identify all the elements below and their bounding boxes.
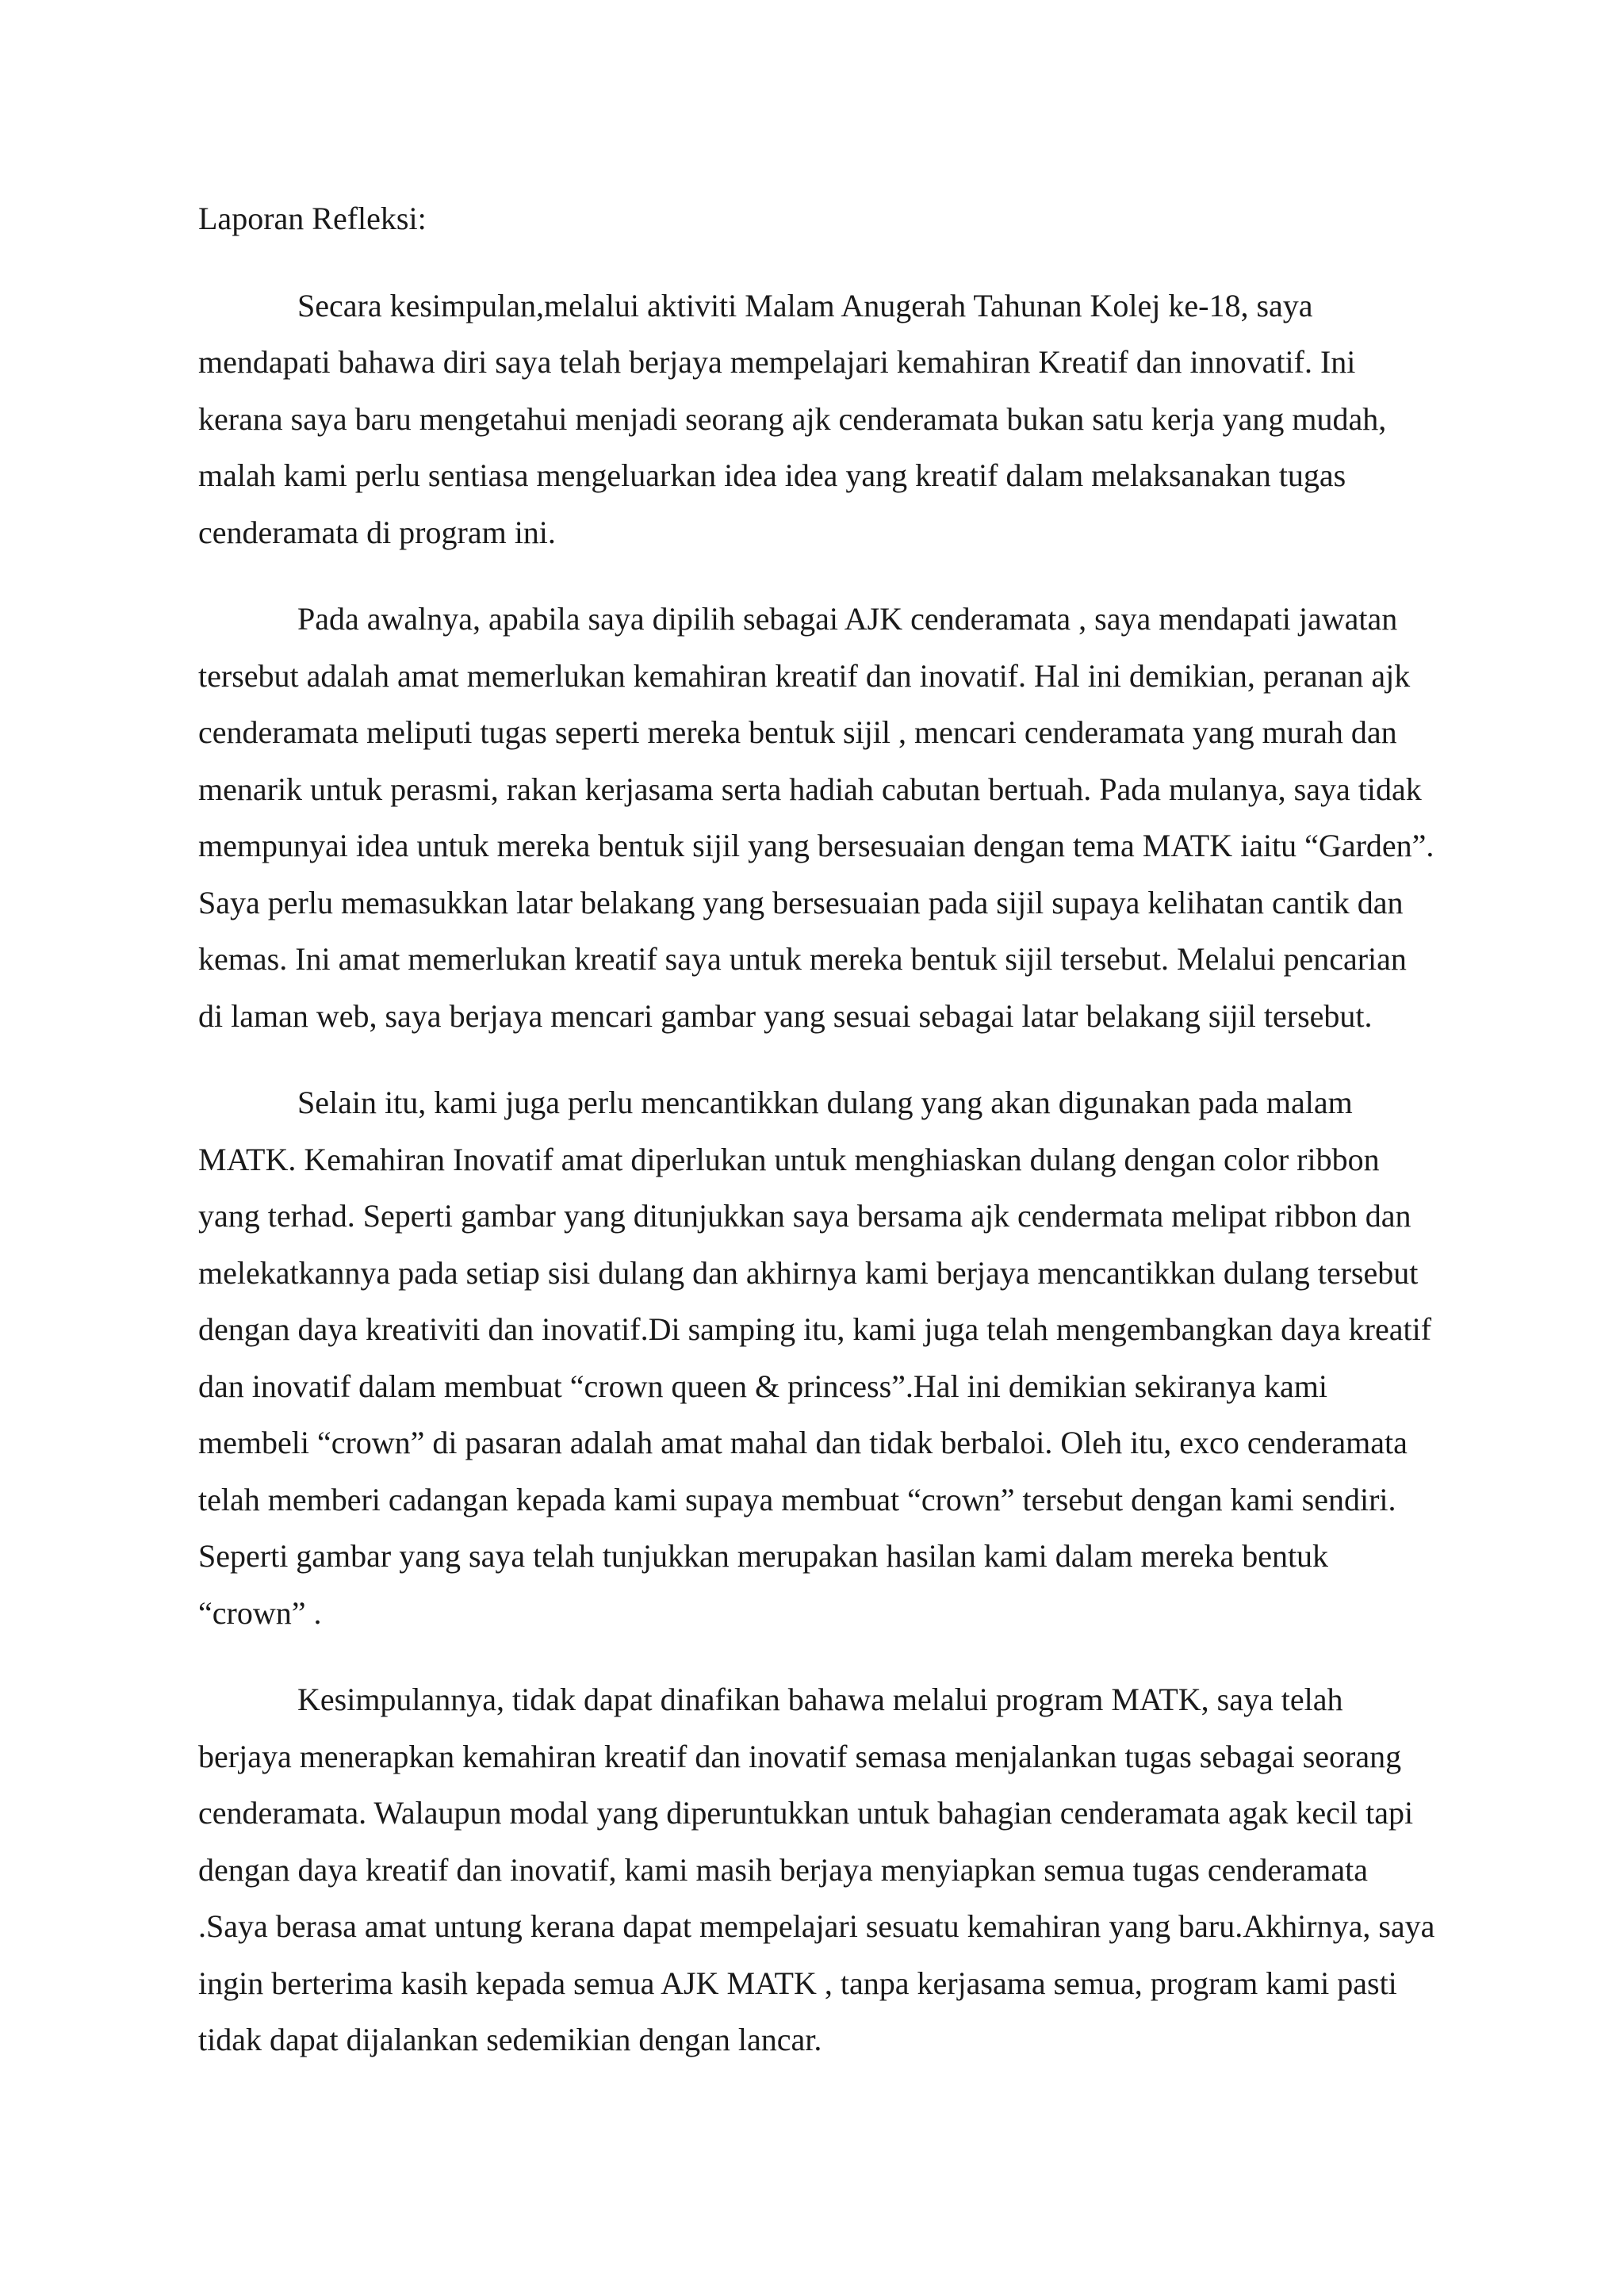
paragraph-4: Kesimpulannya, tidak dapat dinafikan bahawa melalui program MATK, saya telah berjaya menerapkan kemahiran kreatif dan inovatif semasa menjalankan tugas sebagai seorang cenderamata. Walaupun modal yang diperuntukkan untuk bahagian cenderamata agak kecil tapi dengan daya kreatif dan inovatif, kami masih berjaya menyiapkan semua tugas cenderamata .Saya berasa amat untung kerana dapat mempelajari sesuatu kemahiran yang baru.Akhirnya, saya ingin berterima kasih kepada semua AJK MATK , tanpa kerjasama semua, program kami pasti tidak dapat dijalankan sedemikian dengan lancar. bbox=[198, 1682, 1435, 2057]
document-body bbox=[198, 190, 1435, 2068]
paragraph-1: Secara kesimpulan,melalui aktiviti Malam Anugerah Tahunan Kolej ke-18, saya mendapati bahawa diri saya telah berjaya mempelajari kemahiran Kreatif dan innovatif. Ini kerana saya baru mengetahui menjadi seorang ajk cenderamata bukan satu kerja yang mudah, malah kami perlu sentiasa mengeluarkan idea idea yang kreatif dalam melaksanakan tugas cenderamata di program ini. bbox=[198, 287, 1387, 550]
document-title: Laporan Refleksi: bbox=[198, 201, 427, 236]
paragraph-2: Pada awalnya, apabila saya dipilih sebagai AJK cenderamata , saya mendapati jawatan tersebut adalah amat memerlukan kemahiran kreatif dan inovatif. Hal ini demikian, peranan ajk cenderamata meliputi tugas seperti mereka bentuk sijil , mencari cenderamata yang murah dan menarik untuk perasmi, rakan kerjasama serta hadiah cabutan bertuah. Pada mulanya, saya tidak mempunyai idea untuk mereka bentuk sijil yang bersesuaian dengan tema MATK iaitu “Garden”. Saya perlu memasukkan latar belakang yang bersesuaian pada sijil supaya kelihatan cantik dan kemas. Ini amat memerlukan kreatif saya untuk mereka bentuk sijil tersebut. Melalui pencarian di laman web, saya berjaya mencari gambar yang sesuai sebagai latar belakang sijil tersebut. bbox=[198, 601, 1434, 1034]
paragraph-3: Selain itu, kami juga perlu mencantikkan dulang yang akan digunakan pada malam MATK. Kemahiran Inovatif amat diperlukan untuk menghiaskan dulang dengan color ribbon yang terhad. Seperti gambar yang ditunjukkan saya bersama ajk cendermata melipat ribbon dan melekatkannya pada setiap sisi dulang dan akhirnya kami berjaya mencantikkan dulang tersebut dengan daya kreativiti dan inovatif.Di samping itu, kami juga telah mengembangkan daya kreatif dan inovatif dalam membuat “crown queen & princess”.Hal ini demikian sekiranya kami membeli “crown” di pasaran adalah amat mahal dan tidak berbaloi. Oleh itu, exco cenderamata telah memberi cadangan kepada kami supaya membuat “crown” tersebut dengan kami sendiri. Seperti gambar yang saya telah tunjukkan merupakan hasilan kami dalam mereka bentuk “crown” . bbox=[198, 1085, 1432, 1631]
